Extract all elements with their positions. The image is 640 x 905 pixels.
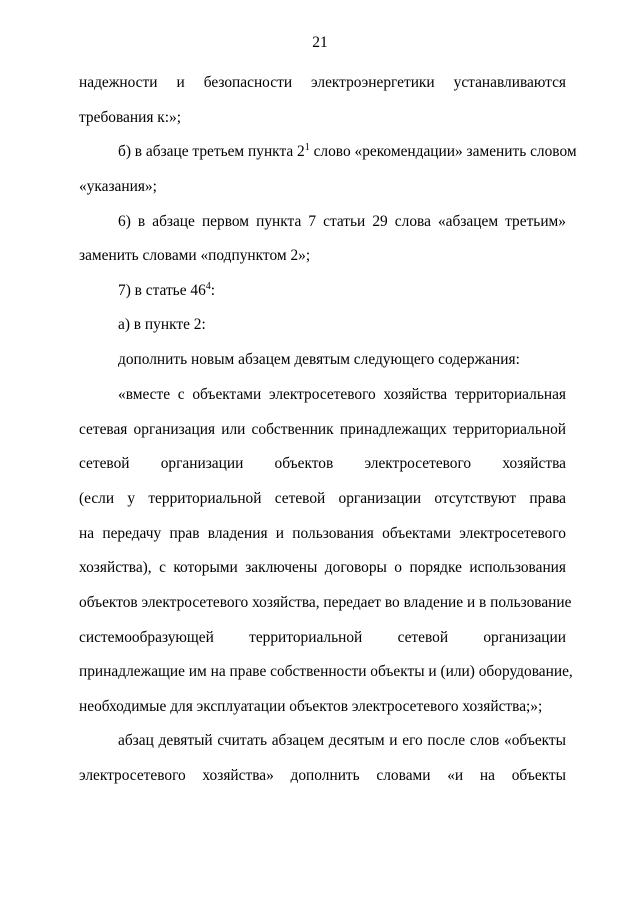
text-line: требования к:»; (79, 109, 181, 126)
text-line: 6) в абзаце первом пункта 7 статьи 29 слова «абзацем третьим» (118, 213, 566, 230)
text-line: хозяйства), с которыми заключены договоры о порядке использования (79, 559, 566, 576)
text-line: дополнить новым абзацем девятым следующего содержания: (118, 351, 520, 368)
text-line (118, 281, 566, 301)
text-line: «указания»; (79, 178, 157, 195)
text-line: надежности и безопасности электроэнергетики устанавливаются (79, 74, 566, 91)
text-line: а) в пункте 2: (118, 316, 206, 333)
text-line: электросетевого хозяйства» дополнить словами «и на объекты (79, 767, 566, 784)
text-fragment: слово «рекомендации» заменить словом (309, 143, 577, 160)
text-line: необходимые для эксплуатации объектов электросетевого хозяйства;»; (79, 698, 543, 715)
text-line: заменить словами «подпунктом 2»; (79, 247, 311, 264)
superscript: 1 (304, 142, 310, 153)
text-line: абзац девятый считать абзацем десятым и его после слов «объекты (118, 732, 566, 749)
text-line (118, 142, 577, 162)
text-line: сетевая организация или собственник принадлежащих территориальной (79, 421, 566, 438)
text-line: системообразующей территориальной сетевой организации (79, 629, 566, 646)
text-fragment: 7) в статье 46 (118, 282, 206, 299)
text-line: на передачу прав владения и пользования объектами электросетевого (79, 525, 566, 542)
page-number: 21 (312, 34, 328, 51)
text-line: (если у территориальной сетевой организации отсутствуют права (79, 490, 566, 507)
superscript: 4 (205, 281, 211, 292)
text-fragment: : (210, 282, 216, 299)
text-line: сетевой организации объектов электросетевого хозяйства (79, 455, 566, 472)
text-line: объектов электросетевого хозяйства, передает во владение и в пользование (79, 594, 572, 611)
text-fragment: б) в абзаце третьем пункта 2 (118, 143, 305, 160)
text-line: принадлежащие им на праве собственности объекты и (или) оборудование, (79, 663, 573, 680)
text-line: «вместе с объектами электросетевого хозяйства территориальная (118, 386, 566, 403)
